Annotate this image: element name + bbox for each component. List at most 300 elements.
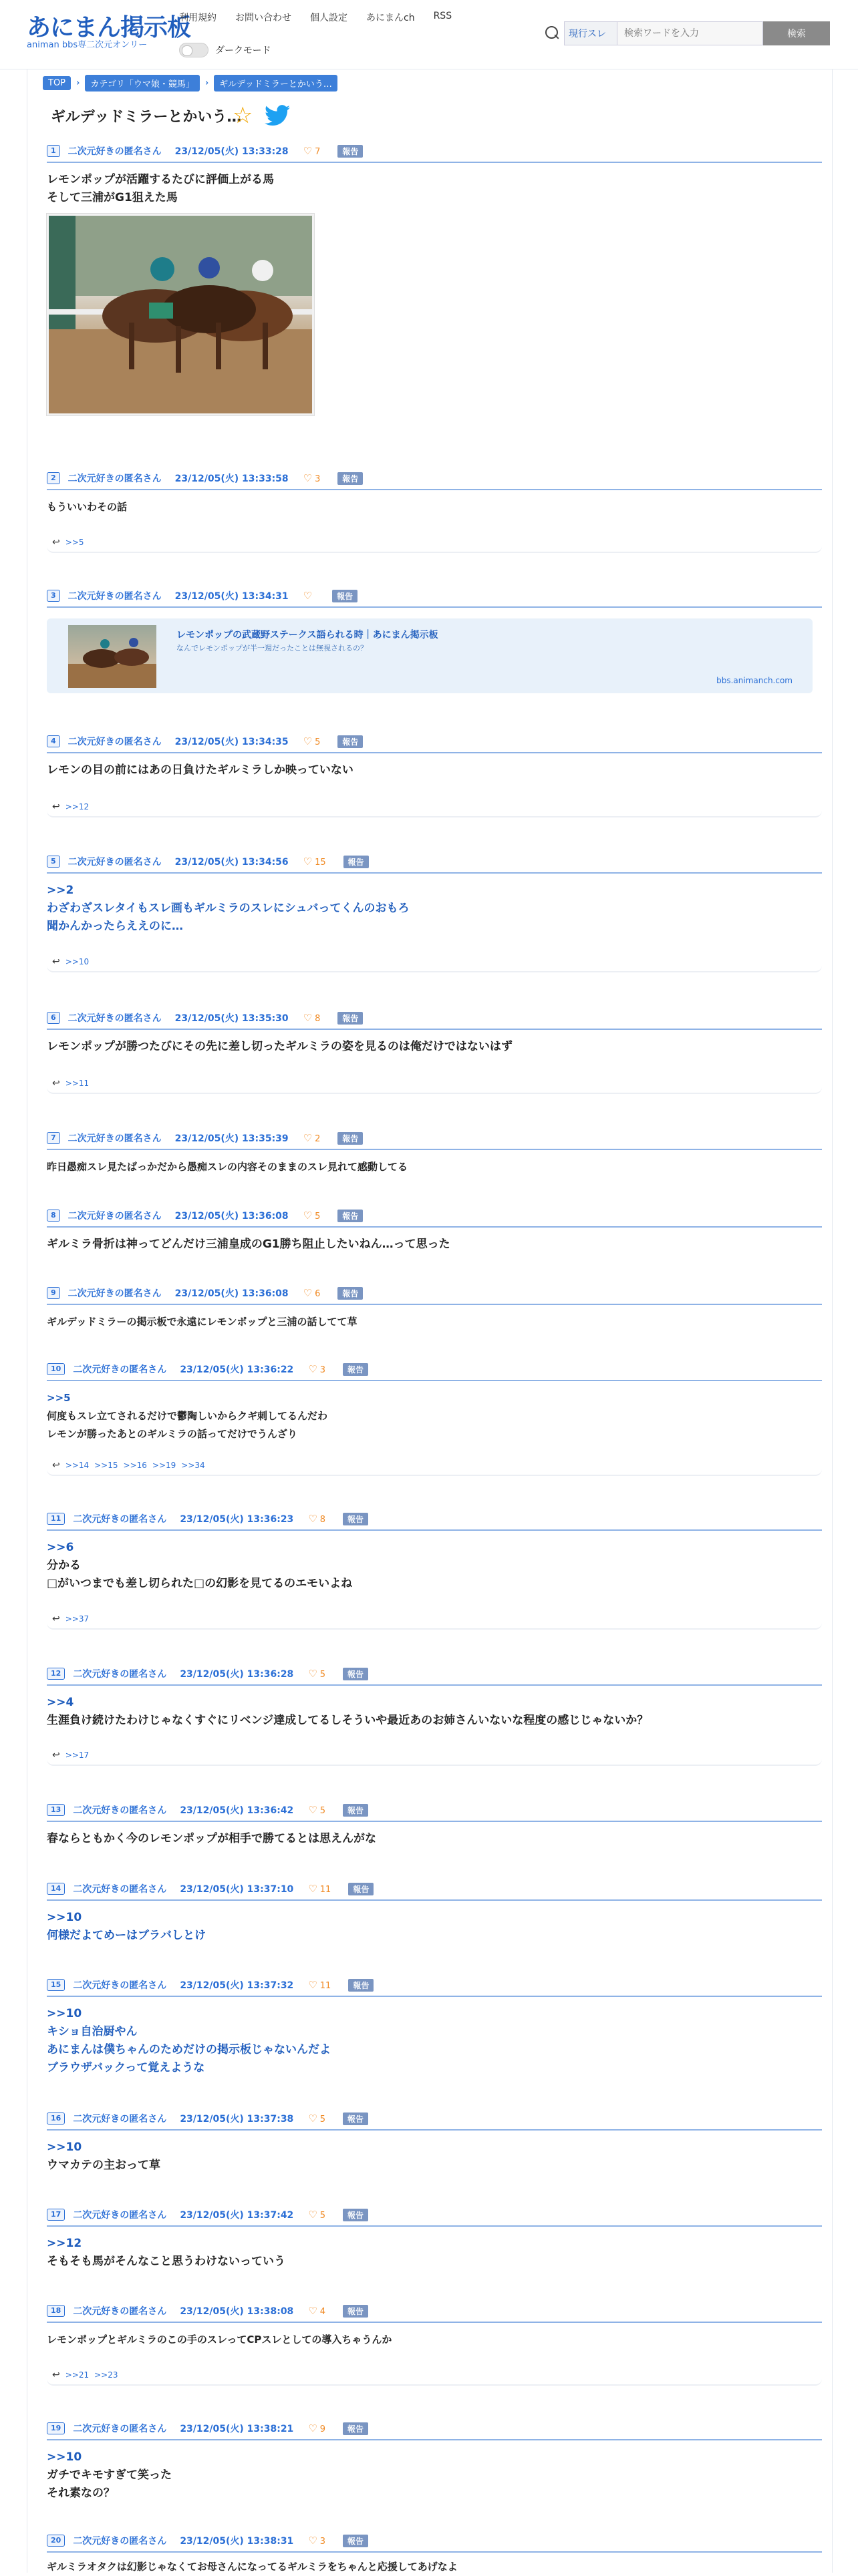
report-button[interactable]: 報告	[343, 2422, 368, 2435]
reply-arrow-icon: ↩	[52, 801, 60, 812]
like-count: 5	[319, 1806, 326, 1816]
post-number[interactable]: 17	[47, 2209, 65, 2221]
heart-icon: ♡	[303, 856, 313, 868]
like-count: 4	[319, 2307, 326, 2317]
report-button[interactable]: 報告	[343, 856, 369, 868]
reply-link[interactable]: >>19	[152, 1461, 176, 1470]
post-body	[47, 882, 822, 936]
post-divider	[47, 489, 822, 490]
reply-arrow-icon: ↩	[52, 2370, 60, 2380]
heart-icon: ♡	[308, 2535, 317, 2547]
post-body: レモンポップとギルミラのこの手のスレってCPスレとしての導入ちゃうんか	[47, 2334, 392, 2346]
post	[47, 589, 822, 693]
heart-icon: ♡	[303, 1012, 313, 1024]
like-count: 11	[319, 1885, 331, 1895]
post-body	[47, 2005, 822, 2077]
poster-name: 二次元好きの匿名さん	[67, 1288, 162, 1299]
post-text: 生涯負け続けたわけじゃなくすぐにリベンジ達成してるしそういや最近あのお姉さんいないな程度の感じじゃないか？	[47, 1714, 649, 1727]
post-text: そもそも馬がそんなこと思うわけないっていう	[47, 2255, 285, 2268]
post-divider	[47, 2129, 822, 2131]
post-header	[47, 2208, 822, 2221]
poster-name: 二次元好きの匿名さん	[67, 474, 162, 484]
like-count: 5	[315, 1212, 321, 1222]
anchor-link[interactable]: >>2	[47, 884, 74, 897]
report-button[interactable]: 報告	[337, 1287, 363, 1300]
post-divider	[47, 1529, 822, 1531]
like-button[interactable]	[303, 735, 321, 747]
post-date: 23/12/05(火) 13:38:21	[180, 2424, 294, 2434]
post-number[interactable]: 11	[47, 1513, 65, 1525]
twitter-share-icon[interactable]	[265, 104, 290, 127]
post-number[interactable]: 8	[47, 1210, 60, 1222]
anchor-link[interactable]: >>10	[47, 2007, 82, 2020]
poster-name: 二次元好きの匿名さん	[67, 591, 162, 602]
post	[47, 1803, 822, 1848]
reply-arrow-icon: ↩	[52, 537, 60, 548]
post-body	[47, 2235, 822, 2271]
post-header	[47, 589, 822, 602]
post-header	[47, 2304, 822, 2318]
post	[47, 1667, 822, 1761]
heart-icon: ♡	[303, 1210, 313, 1222]
poster-name: 二次元好きの匿名さん	[73, 1980, 167, 1991]
post-header	[47, 472, 822, 485]
breadcrumb-category[interactable]: カテゴリ「ウマ娘・競馬」	[85, 75, 199, 91]
post-body	[47, 1694, 822, 1730]
poster-name: 二次元好きの匿名さん	[73, 1884, 167, 1895]
heart-icon: ♡	[308, 2305, 317, 2317]
like-button[interactable]	[303, 590, 315, 602]
post-header	[47, 1803, 822, 1817]
post-body: レモンの目の前にはあの日負けたギルミラしか映っていない	[47, 763, 353, 777]
post-body	[47, 1389, 822, 1443]
like-button[interactable]	[308, 2112, 325, 2125]
post-date: 23/12/05(火) 13:35:39	[174, 1133, 289, 1144]
post	[47, 2208, 822, 2271]
like-button[interactable]	[308, 1979, 331, 1991]
search-mode-select[interactable]: 現行スレ	[564, 21, 617, 45]
like-button[interactable]	[303, 1287, 321, 1299]
heart-icon: ♡	[308, 1513, 317, 1525]
poster-name: 二次元好きの匿名さん	[73, 2306, 167, 2317]
anchor-link[interactable]: >>10	[47, 2141, 82, 2154]
poster-name: 二次元好きの匿名さん	[67, 857, 162, 868]
post	[47, 1011, 822, 1089]
report-button[interactable]: 報告	[343, 1804, 368, 1817]
breadcrumb-separator: ›	[204, 78, 209, 88]
post	[47, 472, 822, 548]
post-divider	[47, 872, 822, 874]
link-title[interactable]: レモンポップの武蔵野ステークス語られる時｜あにまん掲示板	[176, 630, 438, 640]
like-count: 15	[315, 858, 326, 868]
nav-rss[interactable]: RSS	[433, 11, 452, 21]
link-thumbnail	[68, 625, 156, 688]
poster-name: 二次元好きの匿名さん	[73, 1514, 167, 1525]
post	[47, 1286, 822, 1331]
post-body: 昨日愚痴スレ見たばっかだから愚痴スレの内容そのままのスレ見れて感動してる	[47, 1161, 408, 1173]
link-preview-card[interactable]	[47, 618, 813, 693]
like-count: 7	[315, 147, 321, 157]
reply-divider	[47, 1086, 822, 1094]
report-button[interactable]: 報告	[337, 735, 363, 748]
post-number[interactable]: 13	[47, 1804, 65, 1816]
reply-link[interactable]: >>15	[94, 1461, 118, 1470]
poster-name: 二次元好きの匿名さん	[73, 1805, 167, 1816]
post-number[interactable]: 5	[47, 856, 60, 868]
post	[47, 2534, 822, 2576]
report-button[interactable]: 報告	[337, 472, 363, 485]
post-text: わざわざスレタイもスレ画もギルミラのスレにシュバってくんのおもろ 聞かんかったらええのに…	[47, 902, 410, 933]
report-button[interactable]: 報告	[343, 2535, 368, 2547]
post-header	[47, 1978, 822, 1992]
post-header	[47, 855, 822, 868]
post-header	[47, 2112, 822, 2125]
post-header	[47, 2422, 822, 2435]
post-divider	[47, 162, 822, 163]
reply-link[interactable]: >>34	[181, 1461, 205, 1470]
post-divider	[47, 1996, 822, 1997]
nav-settings[interactable]: 個人設定	[310, 13, 347, 23]
post-text: 分かる □がいつまでも差し切られた□の幻影を見てるのエモいよね	[47, 1559, 353, 1590]
report-button[interactable]: 報告	[337, 145, 363, 158]
post-body	[47, 2448, 822, 2503]
post-header	[47, 1882, 822, 1895]
poster-name: 二次元好きの匿名さん	[67, 1211, 162, 1222]
like-count: 5	[319, 2114, 326, 2125]
breadcrumb-top[interactable]: TOP	[43, 76, 71, 90]
post-number[interactable]: 3	[47, 590, 60, 602]
post-number[interactable]: 9	[47, 1287, 60, 1299]
post-header	[47, 144, 822, 158]
post-header	[47, 735, 822, 748]
post-date: 23/12/05(火) 13:36:08	[174, 1211, 289, 1222]
post-header	[47, 1512, 822, 1525]
post-header	[47, 2534, 822, 2547]
reply-arrow-icon: ↩	[52, 1750, 60, 1761]
post-date: 23/12/05(火) 13:34:35	[174, 737, 289, 747]
like-count: 5	[319, 2211, 326, 2221]
report-button[interactable]: 報告	[343, 2112, 368, 2125]
reply-link[interactable]: >>16	[123, 1461, 147, 1470]
anchor-link[interactable]: >>10	[47, 1911, 82, 1924]
post-divider	[47, 2322, 822, 2323]
post	[47, 2422, 822, 2503]
poster-name: 二次元好きの匿名さん	[73, 2210, 167, 2221]
reply-link[interactable]: >>37	[65, 1614, 90, 1624]
post-number[interactable]: 16	[47, 2112, 65, 2125]
post-date: 23/12/05(火) 13:36:42	[180, 1805, 294, 1816]
like-button[interactable]	[308, 2209, 325, 2221]
anchor-link[interactable]: >>5	[47, 1392, 71, 1404]
post	[47, 855, 822, 967]
poster-name: 二次元好きの匿名さん	[67, 146, 162, 157]
heart-icon: ♡	[308, 2422, 317, 2434]
heart-icon: ♡	[303, 735, 313, 747]
post-divider	[47, 1149, 822, 1150]
reply-arrow-icon: ↩	[52, 1614, 60, 1624]
post-divider	[47, 752, 822, 753]
like-count: 9	[319, 2424, 326, 2434]
post-text: 何様だよてめーはブラバしとけ	[47, 1929, 206, 1942]
post-divider	[47, 1380, 822, 1381]
poster-name: 二次元好きの匿名さん	[73, 2536, 167, 2547]
report-button[interactable]: 報告	[343, 1363, 368, 1376]
top-nav	[179, 11, 452, 24]
report-button[interactable]: 報告	[332, 590, 358, 602]
logo-subtitle: animan bbs専二次元オンリー	[27, 40, 148, 50]
like-count: 5	[315, 737, 321, 747]
post-number[interactable]: 1	[47, 145, 60, 157]
poster-name: 二次元好きの匿名さん	[73, 1669, 167, 1680]
post-date: 23/12/05(火) 13:34:31	[174, 591, 289, 602]
post-number[interactable]: 12	[47, 1668, 65, 1680]
heart-icon: ♡	[308, 2112, 317, 2125]
dark-mode-control	[179, 43, 271, 57]
reply-divider	[47, 2378, 822, 2386]
post-date: 23/12/05(火) 13:36:28	[180, 1669, 294, 1680]
post-date: 23/12/05(火) 13:37:42	[180, 2210, 294, 2221]
post-number[interactable]: 10	[47, 1363, 65, 1375]
like-button[interactable]	[308, 2305, 325, 2317]
racehorse-thumbnail	[68, 625, 156, 688]
post-header	[47, 1362, 822, 1376]
post-body	[47, 1539, 822, 1593]
post-date: 23/12/05(火) 13:35:30	[174, 1013, 289, 1024]
post-date: 23/12/05(火) 13:38:31	[180, 2536, 294, 2547]
anchor-link[interactable]: >>12	[47, 2237, 82, 2250]
post-date: 23/12/05(火) 13:37:38	[180, 2114, 294, 2125]
heart-icon: ♡	[303, 1287, 313, 1299]
nav-animanch[interactable]: あにまんch	[366, 13, 415, 23]
post-number[interactable]: 14	[47, 1883, 65, 1895]
post-image[interactable]	[47, 214, 314, 415]
like-button[interactable]	[308, 1883, 331, 1895]
racehorse-photo	[49, 216, 312, 413]
heart-icon: ♡	[303, 1132, 313, 1144]
heart-icon: ♡	[308, 1804, 317, 1816]
post-divider	[47, 2551, 822, 2553]
post-body: レモンポップが活躍するたびに評価上がる馬 そして三浦がG1狙えた馬	[47, 173, 274, 204]
like-button[interactable]	[308, 1668, 325, 1680]
report-button[interactable]: 報告	[337, 1210, 363, 1222]
like-count: 11	[319, 1981, 331, 1991]
like-count: 3	[315, 474, 321, 484]
post-divider	[47, 1821, 822, 1822]
like-count: 3	[319, 1365, 326, 1375]
like-button[interactable]	[308, 1513, 325, 1525]
reply-divider	[47, 809, 822, 817]
heart-icon: ♡	[303, 145, 313, 157]
post-body: ギルデッドミラーの掲示板で永遠にレモンポップと三浦の話してて草	[47, 1316, 358, 1328]
reply-link[interactable]: >>21	[65, 2370, 90, 2380]
reply-divider	[47, 545, 822, 553]
breadcrumb-separator: ›	[76, 78, 80, 88]
like-button[interactable]	[308, 2422, 325, 2434]
post-date: 23/12/05(火) 13:33:58	[174, 474, 289, 484]
like-count: 5	[319, 1670, 326, 1680]
post-text: ガチでキモすぎて笑った それ素なの？	[47, 2468, 172, 2500]
site-logo[interactable]	[27, 14, 191, 51]
reply-link[interactable]: >>23	[94, 2370, 118, 2380]
logo-title: あにまん掲示板	[27, 14, 191, 41]
like-count: 8	[319, 1515, 326, 1525]
report-button[interactable]: 報告	[348, 1979, 374, 1992]
post-divider	[47, 1304, 822, 1305]
dark-mode-label: ダークモード	[215, 45, 271, 56]
post-header	[47, 1286, 822, 1300]
nav-terms[interactable]: 利用規約	[179, 13, 217, 23]
post-date: 23/12/05(火) 13:34:56	[174, 857, 289, 868]
post-header	[47, 1209, 822, 1222]
post-body: レモンポップが勝つたびにその先に差し切ったギルミラの姿を見るのは俺だけではないはず	[47, 1040, 513, 1053]
reply-divider	[47, 1622, 822, 1630]
like-count: 2	[315, 1134, 321, 1144]
nav-contact[interactable]: お問い合わせ	[235, 13, 291, 23]
post-body: もういいわその話	[47, 501, 128, 513]
reply-divider	[47, 964, 822, 972]
reply-arrow-icon: ↩	[52, 1078, 60, 1089]
post-divider	[47, 1029, 822, 1030]
search-icon	[540, 20, 564, 47]
reply-link[interactable]: >>11	[65, 1079, 90, 1088]
post-divider	[47, 2225, 822, 2227]
post	[47, 735, 822, 812]
poster-name: 二次元好きの匿名さん	[73, 2114, 167, 2125]
favorite-star-icon[interactable]: ☆	[233, 102, 253, 129]
like-count: 6	[315, 1289, 321, 1299]
post-header	[47, 1131, 822, 1145]
post	[47, 1882, 822, 1945]
post-body: ギルミラオタクは幻影じゃなくてお母さんになってるギルミラをちゃんと応援してあげなよ	[47, 2561, 458, 2573]
post-date: 23/12/05(火) 13:36:22	[180, 1364, 294, 1375]
post-number[interactable]: 7	[47, 1132, 60, 1144]
reply-arrow-icon: ↩	[52, 956, 60, 967]
post-number[interactable]: 19	[47, 2422, 65, 2434]
reply-link[interactable]: >>10	[65, 957, 90, 966]
post	[47, 144, 822, 415]
post	[47, 1978, 822, 2077]
post-text: キショ自治厨やん あにまんは僕ちゃんのためだけの掲示板じゃないんだよ ブラウザバックって覚えような	[47, 2025, 331, 2074]
like-button[interactable]	[303, 145, 321, 157]
post-text: ウマカテの主おって草	[47, 2159, 160, 2172]
breadcrumb-thread[interactable]: ギルデッドミラーとかいう…	[214, 75, 337, 91]
post-divider	[47, 1684, 822, 1686]
like-button[interactable]	[303, 472, 321, 484]
anchor-link[interactable]: >>10	[47, 2450, 82, 2464]
heart-icon: ♡	[308, 1363, 317, 1375]
anchor-link[interactable]: >>6	[47, 1541, 74, 1554]
post-divider	[47, 1899, 822, 1901]
heart-icon: ♡	[308, 2209, 317, 2221]
post-body: 春ならともかく今のレモンポップが相手で勝てるとは思えんがな	[47, 1832, 376, 1845]
post	[47, 1512, 822, 1624]
post-body	[47, 2139, 822, 2175]
post	[47, 2304, 822, 2380]
post-header	[47, 1667, 822, 1680]
post-divider	[47, 2439, 822, 2440]
like-button[interactable]	[308, 1363, 325, 1375]
heart-icon: ♡	[308, 1979, 317, 1991]
reply-divider	[47, 1468, 822, 1476]
poster-name: 二次元好きの匿名さん	[67, 1133, 162, 1144]
link-domain: bbs.animanch.com	[716, 676, 793, 685]
like-button[interactable]	[308, 2535, 325, 2547]
poster-name: 二次元好きの匿名さん	[73, 1364, 167, 1375]
link-description: なんでレモンポップが半一週だったことは無視されるの？	[176, 644, 368, 653]
post-body	[47, 1909, 822, 1945]
reply-link[interactable]: >>12	[65, 802, 90, 811]
post	[47, 1131, 822, 1176]
report-button[interactable]: 報告	[343, 2305, 368, 2318]
like-button[interactable]	[303, 856, 326, 868]
post-date: 23/12/05(火) 13:38:08	[180, 2306, 294, 2317]
reply-link[interactable]: >>5	[65, 538, 84, 547]
post-date: 23/12/05(火) 13:36:08	[174, 1288, 289, 1299]
poster-name: 二次元好きの匿名さん	[73, 2424, 167, 2434]
post-number[interactable]: 6	[47, 1012, 60, 1024]
post-text: 何度もスレ立てされるだけで鬱陶しいからクギ刺してるんだわ レモンが勝ったあとのギルミラの話ってだけでうんざり	[47, 1410, 328, 1440]
reply-link[interactable]: >>14	[65, 1461, 90, 1470]
post-number[interactable]: 18	[47, 2305, 65, 2317]
poster-name: 二次元好きの匿名さん	[67, 1013, 162, 1024]
post-date: 23/12/05(火) 13:37:10	[180, 1884, 294, 1895]
post-date: 23/12/05(火) 13:36:23	[180, 1514, 294, 1525]
like-button[interactable]	[303, 1132, 321, 1144]
post-number[interactable]: 20	[47, 2535, 65, 2547]
post	[47, 1209, 822, 1254]
post-divider	[47, 1226, 822, 1228]
poster-name: 二次元好きの匿名さん	[67, 737, 162, 747]
like-count: 8	[315, 1014, 321, 1024]
anchor-link[interactable]: >>4	[47, 1696, 74, 1709]
like-count: 3	[319, 2537, 326, 2547]
search-input[interactable]	[617, 21, 763, 45]
post-number[interactable]: 4	[47, 735, 60, 747]
reply-arrow-icon: ↩	[52, 1460, 60, 1471]
report-button[interactable]: 報告	[348, 1883, 374, 1895]
site-header	[0, 0, 858, 69]
post-divider	[47, 606, 822, 608]
heart-icon: ♡	[308, 1883, 317, 1895]
report-button[interactable]: 報告	[343, 2209, 368, 2221]
post-header	[47, 1011, 822, 1025]
report-button[interactable]: 報告	[343, 1513, 368, 1525]
dark-mode-toggle[interactable]	[179, 43, 208, 57]
heart-icon: ♡	[303, 472, 313, 484]
post-number[interactable]: 2	[47, 472, 60, 484]
like-button[interactable]	[308, 1804, 325, 1816]
post-number[interactable]: 15	[47, 1979, 65, 1991]
post	[47, 2112, 822, 2175]
post	[47, 1362, 822, 1471]
breadcrumb	[43, 75, 337, 91]
post-body: ギルミラ骨折は神ってどんだけ三浦皇成のG1勝ち阻止したいねん…って思った	[47, 1238, 450, 1251]
reply-divider	[47, 1758, 822, 1766]
post-date: 23/12/05(火) 13:37:32	[180, 1980, 294, 1991]
like-button[interactable]	[303, 1210, 321, 1222]
search-bar	[540, 20, 831, 47]
report-button[interactable]: 報告	[343, 1668, 368, 1680]
search-button[interactable]: 検索	[763, 21, 830, 45]
post-date: 23/12/05(火) 13:33:28	[174, 146, 289, 157]
report-button[interactable]: 報告	[337, 1132, 363, 1145]
reply-link[interactable]: >>17	[65, 1751, 90, 1760]
report-button[interactable]: 報告	[337, 1012, 363, 1025]
thread-title: ギルデッドミラーとかいう…	[51, 109, 242, 126]
heart-icon: ♡	[303, 590, 313, 602]
heart-icon: ♡	[308, 1668, 317, 1680]
like-button[interactable]	[303, 1012, 321, 1024]
